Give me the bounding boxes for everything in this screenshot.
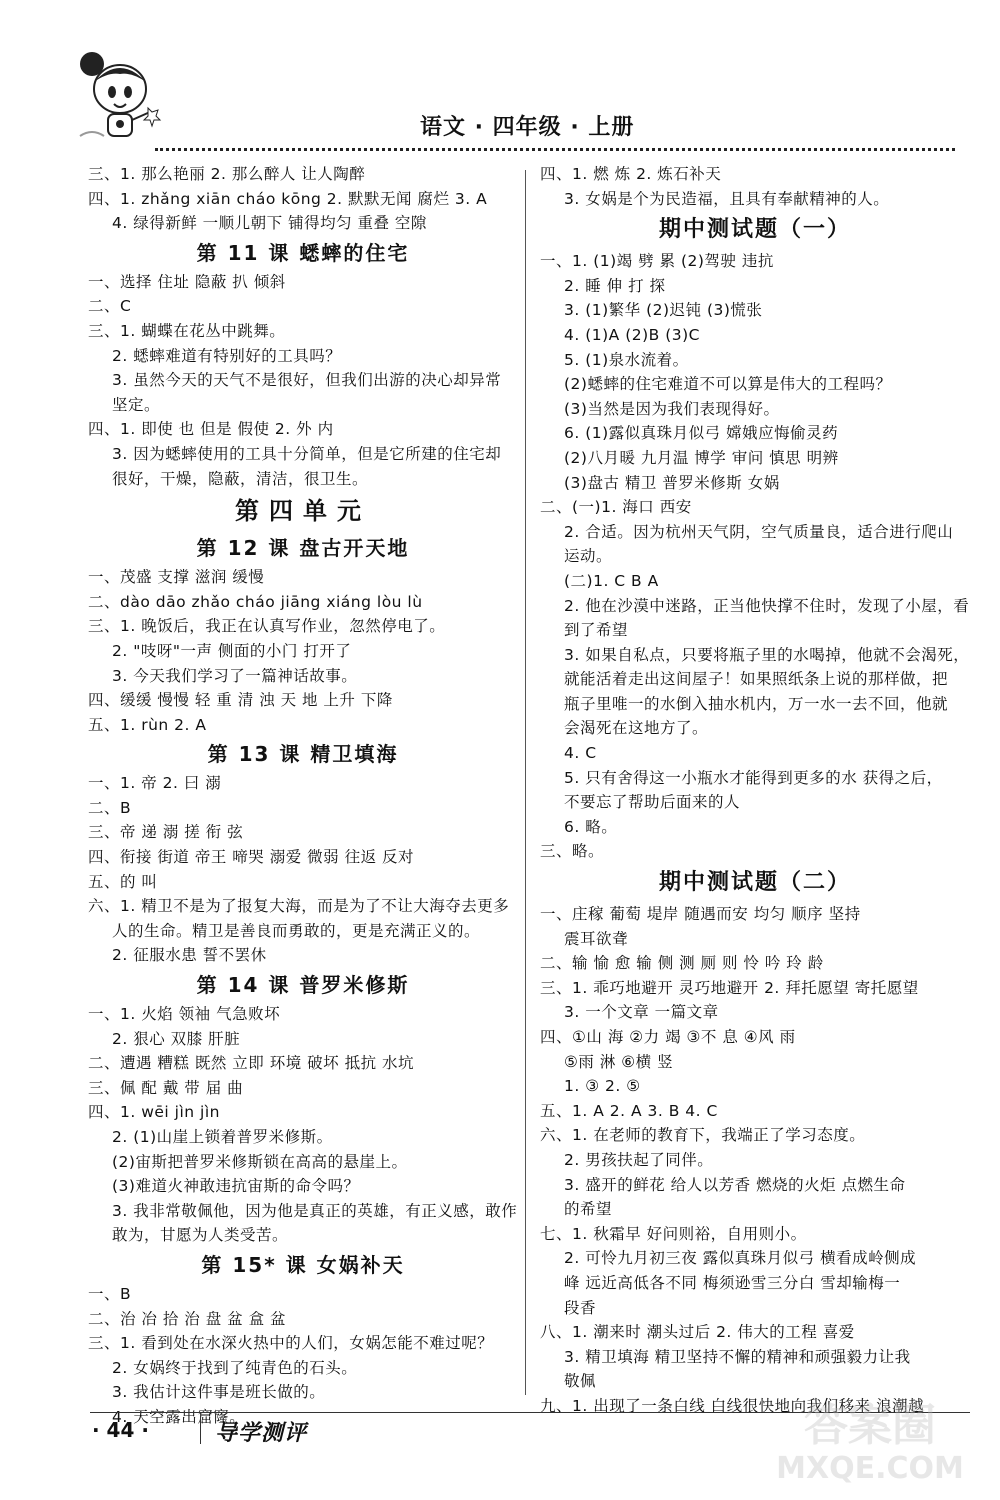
answer-line: 二、C — [88, 297, 132, 316]
answer-line: 五、1. rùn 2. A — [88, 715, 207, 734]
column-divider — [525, 170, 526, 1395]
answer-line: 六、1. 精卫不是为了报复大海，而是为了不让大海夺去更多 — [88, 897, 510, 916]
answer-line: 四、衔接 街道 帝王 啼哭 溺爱 微弱 往返 反对 — [88, 848, 414, 867]
header-dotted-rule — [155, 148, 955, 151]
answer-line: 一、1. 火焰 领袖 气急败坏 — [88, 1005, 281, 1024]
answer-line: 不要忘了帮助后面来的人 — [564, 793, 741, 812]
answer-line: 4. 绿得新鲜 一顺儿朝下 铺得均匀 重叠 空隙 — [112, 214, 427, 233]
answer-line: 一、1. (1)竭 劈 累 (2)驾驶 违抗 — [540, 252, 774, 271]
footer-brand: 导学测评 — [215, 1421, 308, 1446]
lesson-heading: 第 13 课 精卫填海 — [207, 742, 399, 767]
answer-line: (2)宙斯把普罗米修斯锁在高高的悬崖上。 — [112, 1152, 408, 1171]
exam-heading: 期中测试题（二） — [658, 870, 851, 896]
answer-line: 2. (1)山崖上锁着普罗米修斯。 — [112, 1128, 333, 1146]
answer-line: 5. 只有舍得这一小瓶水才能得到更多的水 获得之后， — [564, 768, 943, 787]
answer-line: 敢为，甘愿为人类受苦。 — [112, 1226, 289, 1245]
answer-line: 三、1. 乖巧地避开 灵巧地避开 2. 拜托愿望 寄托愿望 — [540, 978, 919, 997]
answer-line: (2)蟋蟀的住宅难道不可以算是伟大的工程吗？ — [564, 375, 892, 394]
answer-line: 1. ③ 2. ⑤ — [564, 1077, 641, 1096]
answer-line: 八、1. 潮来时 潮头过后 2. 伟大的工程 喜爱 — [540, 1323, 855, 1342]
answer-line: (3)当然是因为我们表现得好。 — [564, 399, 780, 418]
answer-line: 4. (1)A (2)B (3)C — [564, 325, 700, 344]
answer-line: 四、1. zhǎng xiān cháo kōng 2. 默默无闻 腐烂 3. A — [88, 189, 488, 208]
answer-line: 三、1. 看到处在水深火热中的人们，女娲怎能不难过呢？ — [88, 1334, 494, 1353]
answer-line: 3. 盛开的鲜花 给人以芳香 燃烧的火炬 点燃生命 — [564, 1175, 906, 1194]
answer-line: 二、B — [88, 798, 132, 817]
answer-line: 3. 如果自私点，只要将瓶子里的水喝掉，他就不会渴死， — [564, 645, 970, 664]
answer-line: 三、1. 蝴蝶在花丛中跳舞。 — [88, 321, 286, 340]
answer-line: 三、略。 — [540, 842, 605, 861]
answer-line: ⑤雨 淋 ⑥横 竖 — [564, 1052, 674, 1071]
answer-line: 四、1. 燃 炼 2. 炼石补天 — [540, 165, 722, 183]
answer-line: 就能活着走出这间屋子！如果照纸条上说的那样做，把 — [564, 670, 949, 689]
page-number: · 44 · — [92, 1418, 149, 1442]
answer-line: 一、茂盛 支撑 滋润 缓慢 — [88, 568, 265, 587]
answer-line: 5. (1)泉水流着。 — [564, 350, 689, 369]
answer-line: 震耳欲聋 — [564, 929, 629, 948]
answer-line: 2. 他在沙漠中迷路，正当他快撑不住时，发现了小屋，看 — [564, 596, 970, 615]
answer-line: 五、1. A 2. A 3. B 4. C — [540, 1101, 718, 1120]
answer-line: 6. 略。 — [564, 817, 618, 836]
answer-line: 二、遭遇 糟糕 既然 立即 环境 破坏 抵抗 水坑 — [88, 1054, 414, 1073]
answer-line: 四、1. wēi jìn jìn — [88, 1103, 220, 1122]
answer-line: 四、1. 即使 也 但是 假使 2. 外 内 — [88, 420, 334, 439]
answer-line: (2)八月暖 九月温 博学 审问 慎思 明辨 — [564, 448, 839, 467]
answer-line: 三、帝 递 溺 搓 衔 弦 — [88, 823, 244, 842]
answer-line: 三、1. 那么艳丽 2. 那么醉人 让人陶醉 — [88, 165, 366, 183]
answer-line: 2. 蟋蟀难道有特别好的工具吗？ — [112, 346, 342, 365]
lesson-heading: 第 14 课 普罗米修斯 — [196, 973, 410, 998]
answer-line: 2. 睡 伸 打 探 — [564, 276, 666, 295]
watermark-logo — [760, 1390, 980, 1490]
answer-line: 段香 — [564, 1298, 597, 1317]
answer-line: 3. 因为蟋蟀使用的工具十分简单，但是它所建的住宅却 — [112, 444, 502, 463]
answer-line: 一、选择 住址 隐蔽 扒 倾斜 — [88, 272, 286, 291]
answer-line: 4. C — [564, 744, 597, 763]
lesson-heading: 第 12 课 盘古开天地 — [196, 536, 410, 561]
answer-line: 3. 虽然今天的天气不是很好，但我们出游的决心却异常 — [112, 371, 502, 390]
answer-line: 敬佩 — [564, 1372, 597, 1391]
answer-line: 3. 今天我们学习了一篇神话故事。 — [112, 666, 358, 685]
answer-line: 2. 征服水患 誓不罢休 — [112, 946, 267, 965]
answer-line: 3. 精卫填海 精卫坚持不懈的精神和顽强毅力让我 — [564, 1347, 911, 1366]
answer-line: 五、的 叫 — [88, 872, 158, 891]
answer-line: 3. 我非常敬佩他，因为他是真正的英雄，有正义感，敢作 — [112, 1201, 518, 1220]
answer-line: (3)盘古 精卫 普罗米修斯 女娲 — [564, 473, 780, 492]
answer-line: 七、1. 秋霜早 好问则裕，自用则小。 — [540, 1224, 807, 1243]
answer-line: 3. 女娲是个为民造福，且具有奉献精神的人。 — [564, 189, 890, 208]
answer-line: 峰 远近高低各不同 梅须逊雪三分白 雪却输梅一 — [564, 1273, 901, 1292]
answer-line: 二、dào dāo zhǎo cháo jiāng xiáng lòu lù — [88, 592, 423, 611]
answer-line: 九、1. 出现了一条白线 白线很快地向我们移来 浪潮越 — [540, 1396, 925, 1415]
answer-line: 2. "吱呀"一声 侧面的小门 打开了 — [112, 641, 352, 660]
answer-line: 坚定。 — [112, 395, 161, 414]
unit-heading: 第四单元 — [235, 497, 371, 526]
answer-line: (3)难道火神敢违抗宙斯的命令吗？ — [112, 1177, 360, 1196]
right-answer-column — [540, 162, 970, 1419]
lesson-heading: 第 15* 课 女娲补天 — [201, 1252, 405, 1277]
answer-line: 2. 男孩扶起了同伴。 — [564, 1150, 714, 1169]
answer-line: 4. 天空露出窟窿。 — [112, 1407, 246, 1426]
answer-line: 6. (1)露似真珠月似弓 嫦娥应悔偷灵药 — [564, 424, 839, 443]
answer-line: 2. 女娲终于找到了纯青色的石头。 — [112, 1358, 358, 1377]
exam-heading: 期中测试题（一） — [658, 217, 851, 243]
lesson-heading: 第 11 课 蟋蟀的住宅 — [196, 240, 410, 265]
answer-line: 很好，干燥，隐蔽，清洁，很卫生。 — [112, 469, 369, 488]
answer-line: 运动。 — [564, 547, 613, 566]
watermark-url-text: MXQE.COM — [776, 1451, 964, 1486]
answer-line: 会渴死在这地方了。 — [564, 719, 709, 738]
answer-line: 2. 狠心 双膝 肝脏 — [112, 1029, 241, 1048]
answer-line: 四、缓缓 慢慢 轻 重 清 浊 天 地 上升 下降 — [88, 691, 393, 710]
answer-line: 六、1. 在老师的教育下，我端正了学习态度。 — [540, 1126, 866, 1145]
answer-line: 一、1. 帝 2. 曰 溺 — [88, 774, 222, 793]
answer-line: 2. 合适。因为杭州天气阴，空气质量良，适合进行爬山 — [564, 522, 954, 541]
answer-line: 一、庄稼 葡萄 堤岸 随遇而安 均匀 顺序 坚持 — [540, 905, 861, 924]
page-header-title: 语文 · 四年级 · 上册 — [420, 115, 635, 140]
answer-line: 一、B — [88, 1284, 132, 1303]
answer-line: 到了希望 — [564, 621, 629, 640]
answer-line: 瓶子里唯一的水倒入抽水机内，万一水一去不回，他就 — [564, 694, 949, 713]
mascot-cartoon-icon — [72, 44, 172, 144]
answer-line: 的希望 — [564, 1200, 613, 1219]
watermark-logo-text: 答案圈 — [804, 1400, 936, 1451]
answer-line: 二、(一)1. 海口 西安 — [540, 498, 692, 517]
left-answer-column — [88, 162, 518, 1430]
answer-line: 2. 可怜九月初三夜 露似真珠月似弓 横看成岭侧成 — [564, 1249, 917, 1268]
answer-line: 三、佩 配 戴 带 届 曲 — [88, 1078, 244, 1097]
answer-line: 三、1. 晚饭后，我正在认真写作业，忽然停电了。 — [88, 617, 446, 636]
answer-line: 3. (1)繁华 (2)迟钝 (3)慌张 — [564, 301, 763, 320]
answer-line: 人的生命。精卫是善良而勇敢的，更是充满正义的。 — [112, 921, 481, 940]
answer-line: 3. 一个文章 一篇文章 — [564, 1003, 719, 1022]
footer-separator — [200, 1416, 201, 1444]
answer-line: 二、治 冶 拾 治 盘 盆 盒 盆 — [88, 1309, 286, 1328]
answer-line: 3. 我估计这件事是班长做的。 — [112, 1383, 326, 1402]
answer-line: (二)1. C B A — [564, 571, 659, 590]
answer-line: 二、输 愉 愈 输 侧 测 厕 则 怜 吟 玲 龄 — [540, 954, 824, 973]
answer-line: 四、①山 海 ②力 竭 ③不 息 ④风 雨 — [540, 1028, 796, 1046]
